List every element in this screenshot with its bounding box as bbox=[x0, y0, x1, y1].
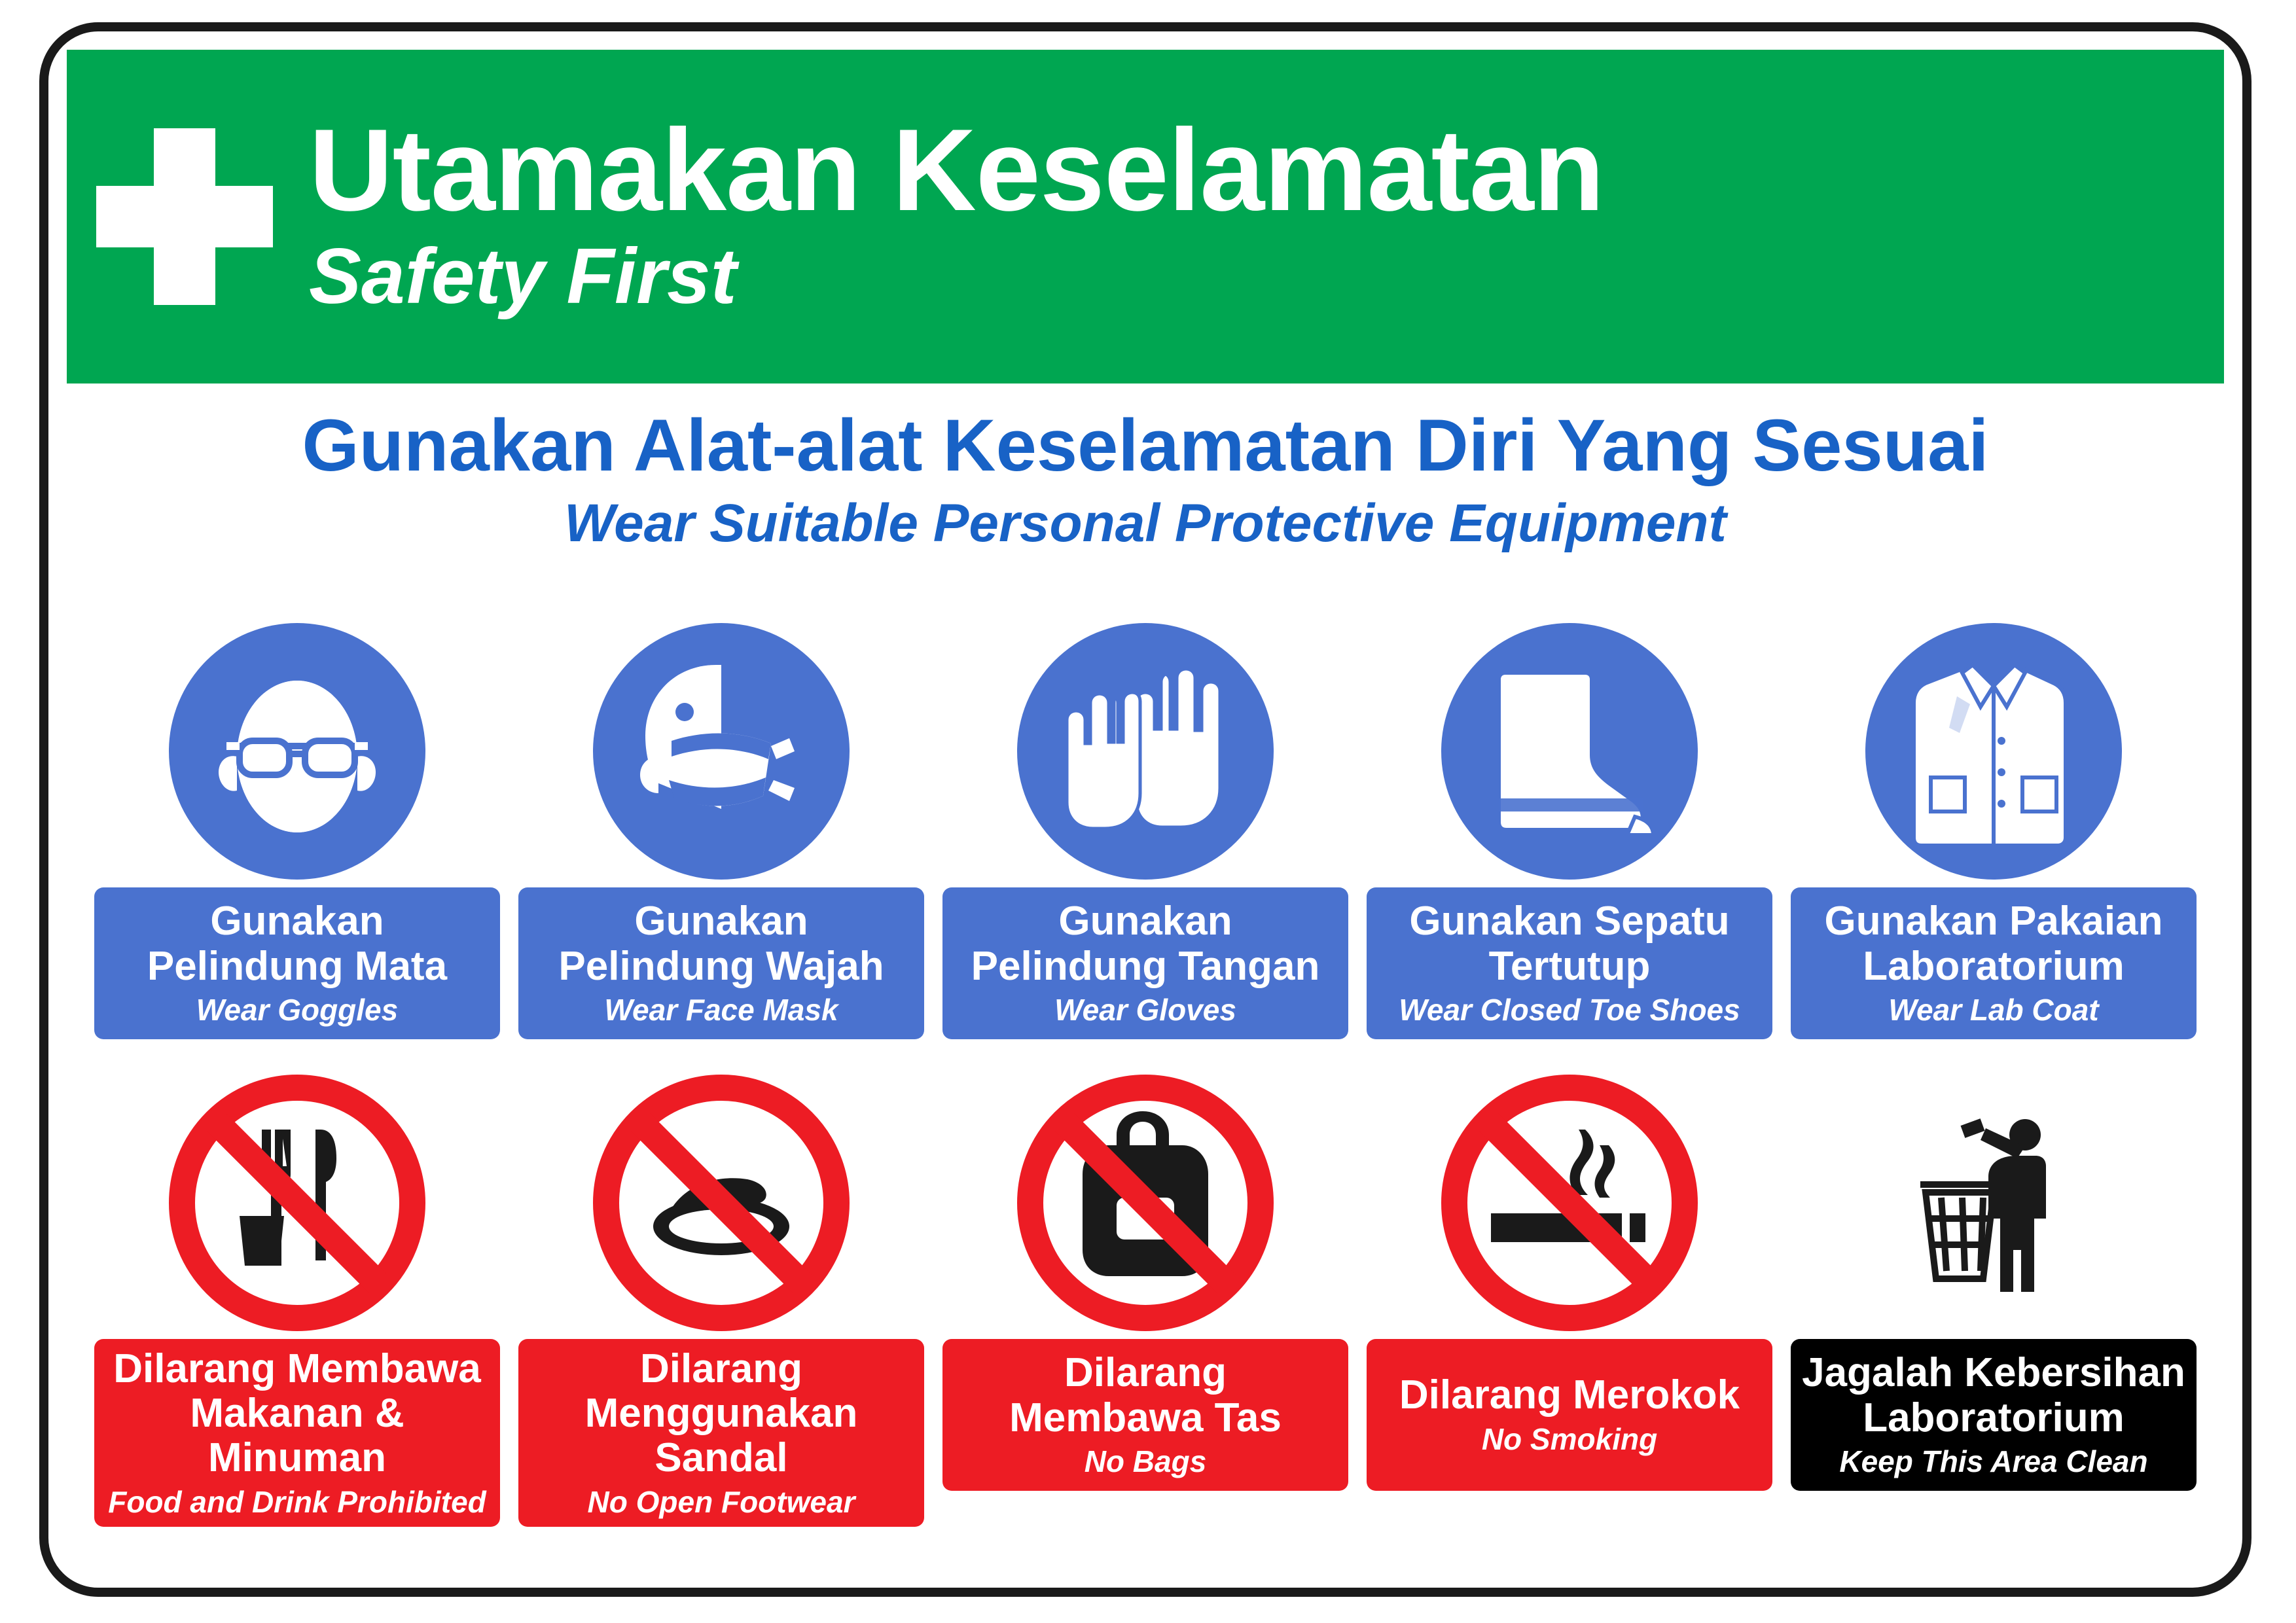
label-ms-line2: Membawa Tas bbox=[1009, 1395, 1282, 1440]
label-en: No Smoking bbox=[1481, 1421, 1658, 1456]
closed-toe-shoe-icon bbox=[1439, 620, 1700, 882]
no-smoking-icon bbox=[1439, 1072, 1700, 1334]
sign-cell-face-mask bbox=[518, 620, 924, 1039]
header-title-en: Safety First bbox=[309, 232, 737, 320]
gloves-icon bbox=[1014, 620, 1276, 882]
label-en: No Bags bbox=[1084, 1444, 1207, 1478]
header-title-ms: Utamakan Keselamatan bbox=[309, 105, 1604, 235]
label-ms-line1: Gunakan bbox=[210, 899, 384, 944]
label-ms-line2: Laboratorium bbox=[1863, 1395, 2125, 1440]
sign-cell-goggles bbox=[94, 620, 500, 1039]
lab-coat-icon bbox=[1863, 620, 2125, 882]
sign-cell-keep-clean bbox=[1791, 1072, 2197, 1527]
safety-sign-board bbox=[39, 22, 2251, 1597]
label-gloves bbox=[942, 887, 1348, 1039]
label-en: No Open Footwear bbox=[587, 1484, 855, 1519]
label-ms-line1: Gunakan bbox=[1058, 899, 1232, 944]
label-en: Wear Face Mask bbox=[604, 992, 838, 1027]
label-no-bags bbox=[942, 1339, 1348, 1491]
sign-cell-no-food-drink bbox=[94, 1072, 500, 1527]
label-no-open-footwear bbox=[518, 1339, 924, 1527]
label-no-smoking bbox=[1367, 1339, 1772, 1491]
label-ms-line1: Gunakan bbox=[634, 899, 808, 944]
keep-clean-litter-bin-icon bbox=[1863, 1072, 2125, 1334]
label-en: Keep This Area Clean bbox=[1839, 1444, 2148, 1478]
intro-line-en: Wear Suitable Personal Protective Equipment bbox=[564, 493, 1727, 554]
label-ms-line1: Gunakan Sepatu bbox=[1409, 899, 1730, 944]
header-text bbox=[302, 105, 1604, 321]
label-ms-line2: Makanan & Minuman bbox=[190, 1391, 404, 1481]
label-ms-line2: Menggunakan Sandal bbox=[584, 1391, 858, 1481]
label-ms-line2: Pelindung Tangan bbox=[971, 943, 1320, 989]
sign-cell-closed-toe-shoes bbox=[1367, 620, 1772, 1039]
sign-cell-no-bags bbox=[942, 1072, 1348, 1527]
label-en: Wear Goggles bbox=[196, 992, 399, 1027]
label-ms-line2: Tertutup bbox=[1488, 943, 1651, 989]
sign-cell-lab-coat bbox=[1791, 620, 2197, 1039]
label-ms-line1: Dilarang bbox=[1064, 1350, 1227, 1396]
label-face-mask bbox=[518, 887, 924, 1039]
label-goggles bbox=[94, 887, 500, 1039]
label-en: Wear Lab Coat bbox=[1888, 992, 2099, 1027]
label-lab-coat bbox=[1791, 887, 2197, 1039]
label-en: Wear Gloves bbox=[1054, 992, 1236, 1027]
label-ms-line1: Dilarang bbox=[639, 1346, 803, 1391]
label-ms-line1: Jagalah Kebersihan bbox=[1802, 1350, 2185, 1396]
intro-block bbox=[67, 404, 2224, 556]
label-ms-line2: Laboratorium bbox=[1863, 943, 2125, 989]
prohibition-signs-row bbox=[94, 1072, 2197, 1527]
label-no-food-drink bbox=[94, 1339, 500, 1527]
label-en: Wear Closed Toe Shoes bbox=[1399, 992, 1740, 1027]
label-ms-line1: Dilarang Membawa bbox=[113, 1346, 481, 1391]
label-closed-toe-shoes bbox=[1367, 887, 1772, 1039]
label-ms-line2: Pelindung Mata bbox=[147, 943, 448, 989]
first-aid-cross-icon bbox=[67, 50, 302, 383]
safety-goggles-icon bbox=[166, 620, 428, 882]
label-ms-line1: Gunakan Pakaian bbox=[1824, 899, 2163, 944]
label-ms-line2: Pelindung Wajah bbox=[558, 943, 884, 989]
face-mask-icon bbox=[590, 620, 852, 882]
no-open-footwear-icon bbox=[590, 1072, 852, 1334]
intro-line-ms: Gunakan Alat-alat Keselamatan Diri Yang Sesuai bbox=[302, 404, 1989, 486]
no-bags-icon bbox=[1014, 1072, 1276, 1334]
mandatory-signs-row bbox=[94, 620, 2197, 1039]
sign-cell-no-smoking bbox=[1367, 1072, 1772, 1527]
sign-cell-gloves bbox=[942, 620, 1348, 1039]
sign-cell-no-open-footwear bbox=[518, 1072, 924, 1527]
no-food-drink-icon bbox=[166, 1072, 428, 1334]
label-en: Food and Drink Prohibited bbox=[108, 1484, 486, 1519]
label-ms-line1: Dilarang Merokok bbox=[1399, 1372, 1740, 1418]
header-band bbox=[67, 50, 2224, 383]
label-keep-clean bbox=[1791, 1339, 2197, 1491]
